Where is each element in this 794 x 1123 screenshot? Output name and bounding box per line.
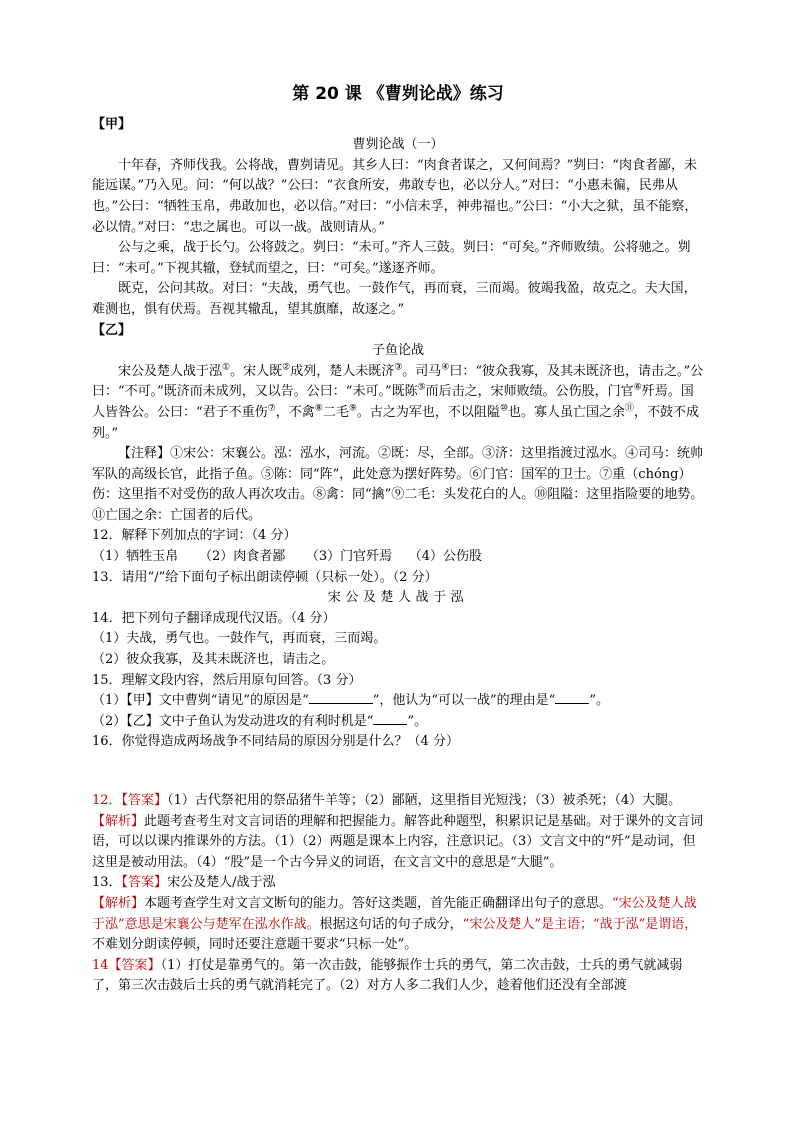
- text-span: ，不鼓不成列。”: [92, 404, 700, 441]
- analysis-text: 本题考查学生对文言文断句的能力。答好这类题，首先能正确翻译出句子的意思。: [144, 895, 613, 911]
- answer-tag: 【答案】: [121, 793, 168, 808]
- analysis-highlight: “宋公及楚人”是主语；“战于泓”是谓语，: [462, 916, 698, 932]
- section-yi-label: 【乙】: [92, 322, 132, 338]
- section-jia-label: 【甲】: [92, 116, 132, 132]
- text-span: 。司马: [402, 363, 442, 379]
- content: [92, 84, 704, 997]
- question-15: 15．理解文段内容，然后用原句回答。（3 分）: [92, 672, 362, 688]
- spacer: [92, 753, 704, 791]
- analysis-tag: 【解析】: [92, 813, 145, 829]
- jia-paragraph-2: 公与之乘，战于长勺。公将鼓之。刿曰：“未可。”齐人三鼓。刿曰：“可矣。”齐师败绩。公将驰之。刿曰：“未可。”下视其辙，登轼而望之，曰：“可矣。”遂逐齐师。: [92, 240, 691, 276]
- analysis-text: 此题考查考生对文言词语的理解和把握能力。解答此种题型，积累识记是基础。对于课外的文言词语，可以以课内推课外的方法。（1）（2）两题是课本上内容，注意识记。（3）文言文中的“歼”是动词，但这里是被动用法。（4）“股”是一个古今异义的词语，在文言文中的意思是“大腿”。: [92, 813, 704, 870]
- jia-paragraph-1: 十年春，齐师伐我。公将战，曹刿请见。其乡人曰：“肉食者谋之，又何间焉？”刿曰：“肉食者鄙，未能远谋。”乃入见。问：“何以战？”公曰：“衣食所安，弗敢专也，必以分人。”对曰：“小惠未徧，民弗从也。”公曰：“牺牲玉帛，弗敢加也，必以信。”对曰：“小信未孚，神弗福也。”公曰：“小大之狱，虽不能察，必以情。”对曰：“忠之属也。可以一战。战则请从。”: [92, 157, 698, 235]
- footnote-mark: ②: [282, 362, 291, 373]
- answer-blank[interactable]: [373, 712, 407, 725]
- footnote-mark: ①: [222, 362, 231, 373]
- footnote-mark: ⑨: [348, 403, 357, 414]
- answer-14: [92, 956, 704, 997]
- q12-item-4: （4）公伤股: [408, 549, 482, 565]
- yi-paragraph: [92, 362, 704, 444]
- answer-tag: 【答案】: [108, 957, 161, 973]
- analysis-13: [92, 894, 704, 956]
- analysis-text: 不难划分朗读停顿，同时还要注意题干要求“只标一处”。: [92, 937, 418, 953]
- yi-subtitle: 子鱼论战: [371, 343, 424, 359]
- answer-tag: 【答案】: [121, 875, 168, 891]
- text-span: ”。: [407, 713, 428, 729]
- answer-text: （1）古代祭祀用的祭品猪牛羊等；（2）鄙陋，这里指目光短浅；（3）被杀死；（4）大腿。: [167, 793, 682, 808]
- footnote-mark: ④: [441, 362, 450, 373]
- q12-item-3: （3）门官歼焉: [305, 549, 393, 565]
- question-13-sentence: 宋公及楚人战于泓: [327, 590, 469, 606]
- answer-text: （1）打仗是靠勇气的。第一次击鼓，能够振作士兵的勇气，第二次击鼓，士兵的勇气就减弱了，第三次击鼓后士兵的勇气就消耗完了。（2）对方人多二我们人少，趁着他们还没有全部渡: [92, 957, 683, 994]
- footnote-mark: ⑤: [417, 382, 426, 393]
- question-15-2: [92, 712, 704, 733]
- text-span: 曰：“彼众我寡，及其未既济也，请击之。”公曰：“不可。”既济而未成列，又以告。公曰：“未可。”既陈: [92, 363, 704, 400]
- question-14-1: （1）夫战，勇气也。一鼓作气，再而衰，三而竭。: [92, 631, 387, 647]
- jia-paragraph-3: 既克，公问其故。对曰：“夫战，勇气也。一鼓作气，再而衰，三而竭。彼竭我盈，故克之。夫大国，难测也，惧有伏焉。吾视其辙乱，望其旗靡，故逐之。”: [92, 281, 697, 317]
- text-span: ，不禽: [275, 404, 315, 420]
- footnote-mark: ⑧: [314, 403, 323, 414]
- q12-item-1: （1）牺牲玉帛: [92, 549, 179, 565]
- text-span: 宋公及楚人战于泓: [118, 363, 223, 379]
- text-span: （2）【乙】文中子鱼认为发动进攻的有利时机是“: [92, 713, 374, 729]
- question-16: 16．你觉得造成两场战争不同结局的原因分别是什么？（4 分）: [92, 734, 459, 750]
- answer-number: 12．: [92, 793, 122, 808]
- footnote-mark: ⑩: [499, 403, 509, 414]
- answer-12: [92, 791, 704, 812]
- text-span: 。古之为军也，不以阻隘: [356, 404, 500, 420]
- q12-item-2: （2）肉食者鄙: [198, 549, 286, 565]
- jia-subtitle: 曹刿论战（一）: [352, 137, 444, 153]
- answer-number: 13．: [92, 875, 122, 891]
- text-span: 而后击之，宋师败绩。公伤股，门官: [425, 384, 634, 400]
- analysis-text: 根据这句话的句子成分，: [319, 916, 463, 932]
- question-12-items: [92, 547, 704, 568]
- answer-text: 宋公及楚人/战于泓: [167, 875, 276, 891]
- footnote-mark: ⑥: [633, 382, 642, 393]
- question-12: 12．解释下列加点的字词：（4 分）: [92, 528, 297, 544]
- answer-blank[interactable]: [309, 691, 373, 704]
- question-14-2: （2）彼众我寡，及其未既济也，请击之。: [92, 652, 335, 668]
- yi-annotation: 【注释】①宋公：宋襄公。泓：泓水，河流。②既：尽，全部。③济：这里指渡过泓水。④司马：统帅军队的高级长官，此指子鱼。⑤陈：同“阵”，此处意为摆好阵势。⑥门官：国军的卫士。⑦重（chóng）伤：这里指不对受伤的敌人再次攻击。⑧禽：同“擒”⑨二毛：头发花白的人。⑩阻隘：这里指险要的地势。⑪亡国之余：亡国者的后代。: [92, 446, 704, 523]
- text-span: ”，他认为“可以一战”的理由是“: [372, 693, 556, 709]
- question-15-1: [92, 691, 704, 712]
- answer-13: [92, 873, 704, 894]
- answer-blank[interactable]: [555, 691, 589, 704]
- footnote-mark: ⑦: [267, 403, 276, 414]
- footnote-mark: ③: [394, 362, 403, 373]
- answer-number: 14: [92, 957, 109, 973]
- text-span: 成列，楚人未既济: [290, 363, 395, 379]
- text-span: ”。: [589, 693, 609, 709]
- analysis-highlight: “宋公及楚人战于泓”意思是宋襄公与楚军在泓水作战。: [92, 895, 697, 932]
- text-span: 歼焉。国人皆咎公。公曰：“君子不重伤: [92, 384, 694, 420]
- text-span: 。宋人既: [230, 363, 283, 379]
- question-14: 14．把下列句子翻译成现代汉语。（4 分）: [92, 610, 336, 626]
- question-13: 13．请用“/”给下面句子标出朗读停顿（只标一处）。（2 分）: [92, 569, 438, 585]
- footnote-mark: ⑪: [625, 403, 635, 414]
- text-span: （1）【甲】文中曹刿“请见”的原因是“: [92, 693, 309, 709]
- text-span: 二毛: [322, 404, 349, 420]
- analysis-12: [92, 812, 704, 874]
- text-span: 也。寡人虽亡国之余: [508, 404, 626, 420]
- page-title: 第 20 课 《曹刿论战》练习: [292, 84, 504, 104]
- analysis-tag: 【解析】: [92, 895, 145, 911]
